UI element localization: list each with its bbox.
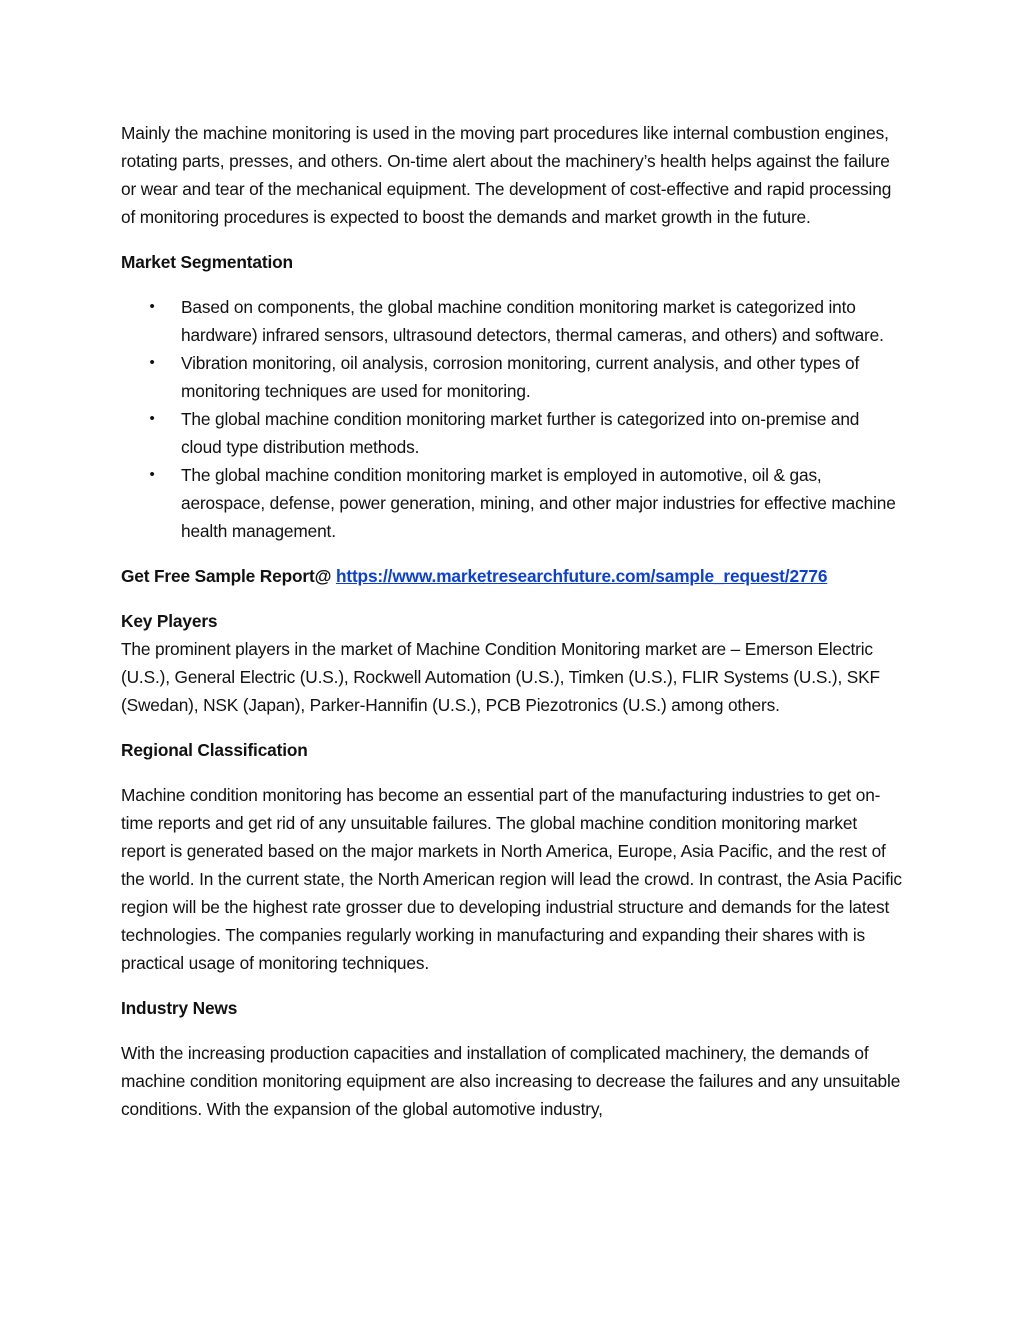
- list-item: [121, 405, 903, 461]
- regional-classification-heading: Regional Classification: [121, 740, 308, 760]
- intro-paragraph: Mainly the machine monitoring is used in the moving part procedures like internal combustion engines, rotating parts, presses, and others. On-time alert about the machinery’s health helps against the failure or wear and tear of the mechanical equipment. The development of cost-effective and rapid processing of monitoring procedures is expected to boost the demands and market growth in the future.: [121, 123, 892, 227]
- key-players-heading: Key Players: [121, 611, 218, 631]
- industry-news-heading: Industry News: [121, 998, 238, 1018]
- list-item: [121, 293, 903, 349]
- sample-report-link[interactable]: https://www.marketresearchfuture.com/sample_request/2776: [335, 566, 828, 586]
- sample-report-line: [121, 562, 903, 590]
- bullet-icon: •: [149, 298, 155, 315]
- list-item-text: The global machine condition monitoring market is employed in automotive, oil & gas, aerospace, defense, power generation, mining, and other major industries for effective machine health management.: [181, 465, 896, 541]
- list-item-text: Vibration monitoring, oil analysis, corrosion monitoring, current analysis, and other types of monitoring techniques are used for monitoring.: [181, 353, 860, 401]
- document-page: [121, 119, 903, 1140]
- sample-report-label: Get Free Sample Report@: [121, 566, 336, 586]
- key-players-paragraph: The prominent players in the market of Machine Condition Monitoring market are – Emerson Electric (U.S.), General Electric (U.S.), Rockwell Automation (U.S.), Timken (U.S.), FLIR Systems (U.S.), SKF (Swedan), NSK (Japan), Parker-Hannifin (U.S.), PCB Piezotronics (U.S.) among others.: [121, 639, 880, 715]
- market-segmentation-heading: Market Segmentation: [121, 252, 293, 272]
- segmentation-list: [121, 293, 903, 545]
- bullet-icon: •: [149, 410, 155, 427]
- bullet-icon: •: [149, 466, 155, 483]
- list-item-text: Based on components, the global machine condition monitoring market is categorized into hardware) infrared sensors, ultrasound detectors, thermal cameras, and others) and software.: [181, 297, 884, 345]
- list-item: [121, 461, 903, 545]
- regional-paragraph: Machine condition monitoring has become an essential part of the manufacturing industries to get on-time reports and get rid of any unsuitable failures. The global machine condition monitoring market report is generated based on the major markets in North America, Europe, Asia Pacific, and the rest of the world. In the current state, the North American region will lead the crowd. In contrast, the Asia Pacific region will be the highest rate grosser due to developing industrial structure and demands for the latest technologies. The companies regularly working in manufacturing and expanding their shares with is practical usage of monitoring techniques.: [121, 785, 902, 973]
- industry-news-paragraph: With the increasing production capacities and installation of complicated machinery, the demands of machine condition monitoring equipment are also increasing to decrease the failures and any unsuitable conditions. With the expansion of the global automotive industry,: [121, 1043, 901, 1119]
- list-item: [121, 349, 903, 405]
- list-item-text: The global machine condition monitoring market further is categorized into on-premise and cloud type distribution methods.: [181, 409, 860, 457]
- bullet-icon: •: [149, 354, 155, 371]
